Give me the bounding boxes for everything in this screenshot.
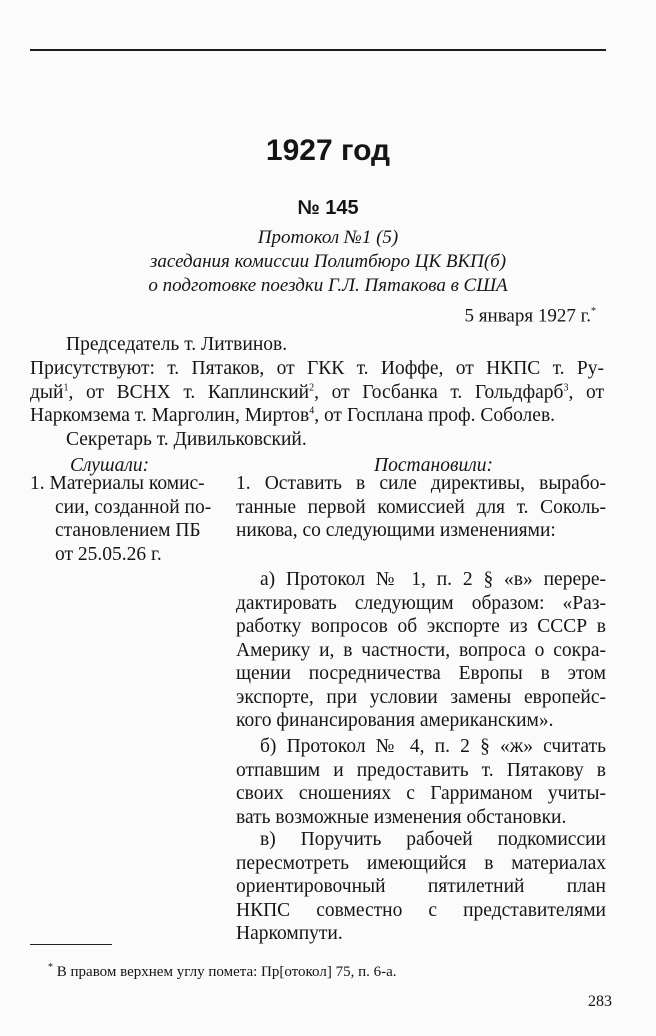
resolved-item-b: [236, 735, 606, 829]
date-footnote-mark: *: [591, 306, 596, 317]
chairman-line: Председатель т. Литвинов.: [66, 334, 288, 355]
document-date: [465, 300, 596, 328]
footnote-ref: 1: [63, 382, 69, 393]
item-b-line: своих сношениях с Гарриманом учиты-: [236, 783, 606, 804]
attendees-line: Наркомзема т. Марголин, Миртов$^4$, от Госплана проф. Соболев.: [30, 405, 556, 426]
heard-line: 1. Материалы комис-: [30, 473, 205, 494]
resolved-item-c: [236, 828, 606, 946]
item-a-line: экспорте, при условии замены европейс-: [236, 686, 606, 708]
attendees-paragraph: [30, 357, 604, 428]
item-a-line: кого финансирования американским».: [236, 710, 554, 731]
title-line-2: заседания комиссии Политбюро ЦК ВКП(б): [149, 251, 507, 272]
attendees-line: дый$^1$, от ВСНХ т. Каплинский$^2$, от Госбанка т. Гольдфарб$^3$, от: [30, 381, 604, 403]
heard-line: становлением ПБ: [55, 520, 201, 541]
date-text: 5 января 1927 г.: [464, 305, 591, 327]
resolved-intro: [236, 472, 606, 543]
item-a-line: а) Протокол № 1, п. 2 § «в» перере-: [260, 569, 606, 590]
footnote-rule: [30, 944, 112, 945]
item-b-line: отпавшим и предоставить т. Пятакову в: [236, 759, 606, 781]
resolved-label: Постановили:: [374, 455, 493, 476]
item-b-line: б) Протокол № 4, п. 2 § «ж» считать: [260, 736, 606, 757]
secretary-line: Секретарь т. Дивильковский.: [66, 429, 307, 450]
item-c-line: НКПС совместно с представителями: [236, 899, 606, 921]
title-line-3: о подготовке поездки Г.Л. Пятакова в США: [148, 275, 508, 296]
item-a-line: Америку и, в частности, вопроса о сокра-: [236, 639, 606, 661]
item-c-line: ориентировочный пятилетний план: [236, 876, 606, 897]
resolved-line: никова, со следующими изменениями:: [236, 520, 556, 541]
footnote: [48, 958, 397, 982]
heard-item-1: [30, 472, 216, 566]
resolved-line: танные первой комиссией для т. Соколь-: [236, 496, 606, 518]
year-heading: 1927 год: [265, 134, 391, 167]
document-number: № 145: [297, 197, 359, 219]
item-b-line: вать возможные изменения обстановки.: [236, 806, 567, 828]
attendees-line: Присутствуют: т. Пятаков, от ГКК т. Иоффе, от НКПС т. Ру-: [30, 358, 604, 379]
heard-label: Слушали:: [70, 455, 150, 476]
item-a-line: дактировать следующим образом: «Раз-: [236, 592, 606, 614]
item-c-line: в) Поручить рабочей подкомиссии: [260, 829, 606, 850]
resolved-item-a: [236, 568, 606, 733]
page-number: 283: [588, 993, 612, 1010]
item-c-line: Наркомпути.: [236, 923, 343, 944]
heard-line: сии, созданной по-: [55, 496, 212, 518]
title-line-1: Протокол №1 (5): [257, 227, 399, 248]
heard-line: от 25.05.26 г.: [55, 543, 162, 565]
item-c-line: пересмотреть имеющийся в материалах: [236, 852, 606, 874]
header-rule: [30, 49, 606, 51]
item-a-line: работку вопросов об экспорте из СССР в: [236, 616, 606, 637]
footnote-ref: 4: [309, 405, 315, 417]
footnote-text: В правом верхнем углу помета: Пр[отокол] 75, п. 6-а.: [53, 964, 397, 980]
footnote-ref: 3: [563, 382, 569, 393]
resolved-line: 1. Оставить в силе директивы, вырабо-: [236, 473, 606, 494]
footnote-mark: *: [48, 962, 53, 973]
footnote-ref: 2: [309, 382, 315, 393]
item-a-line: щении посредничества Европы в этом: [236, 663, 606, 684]
